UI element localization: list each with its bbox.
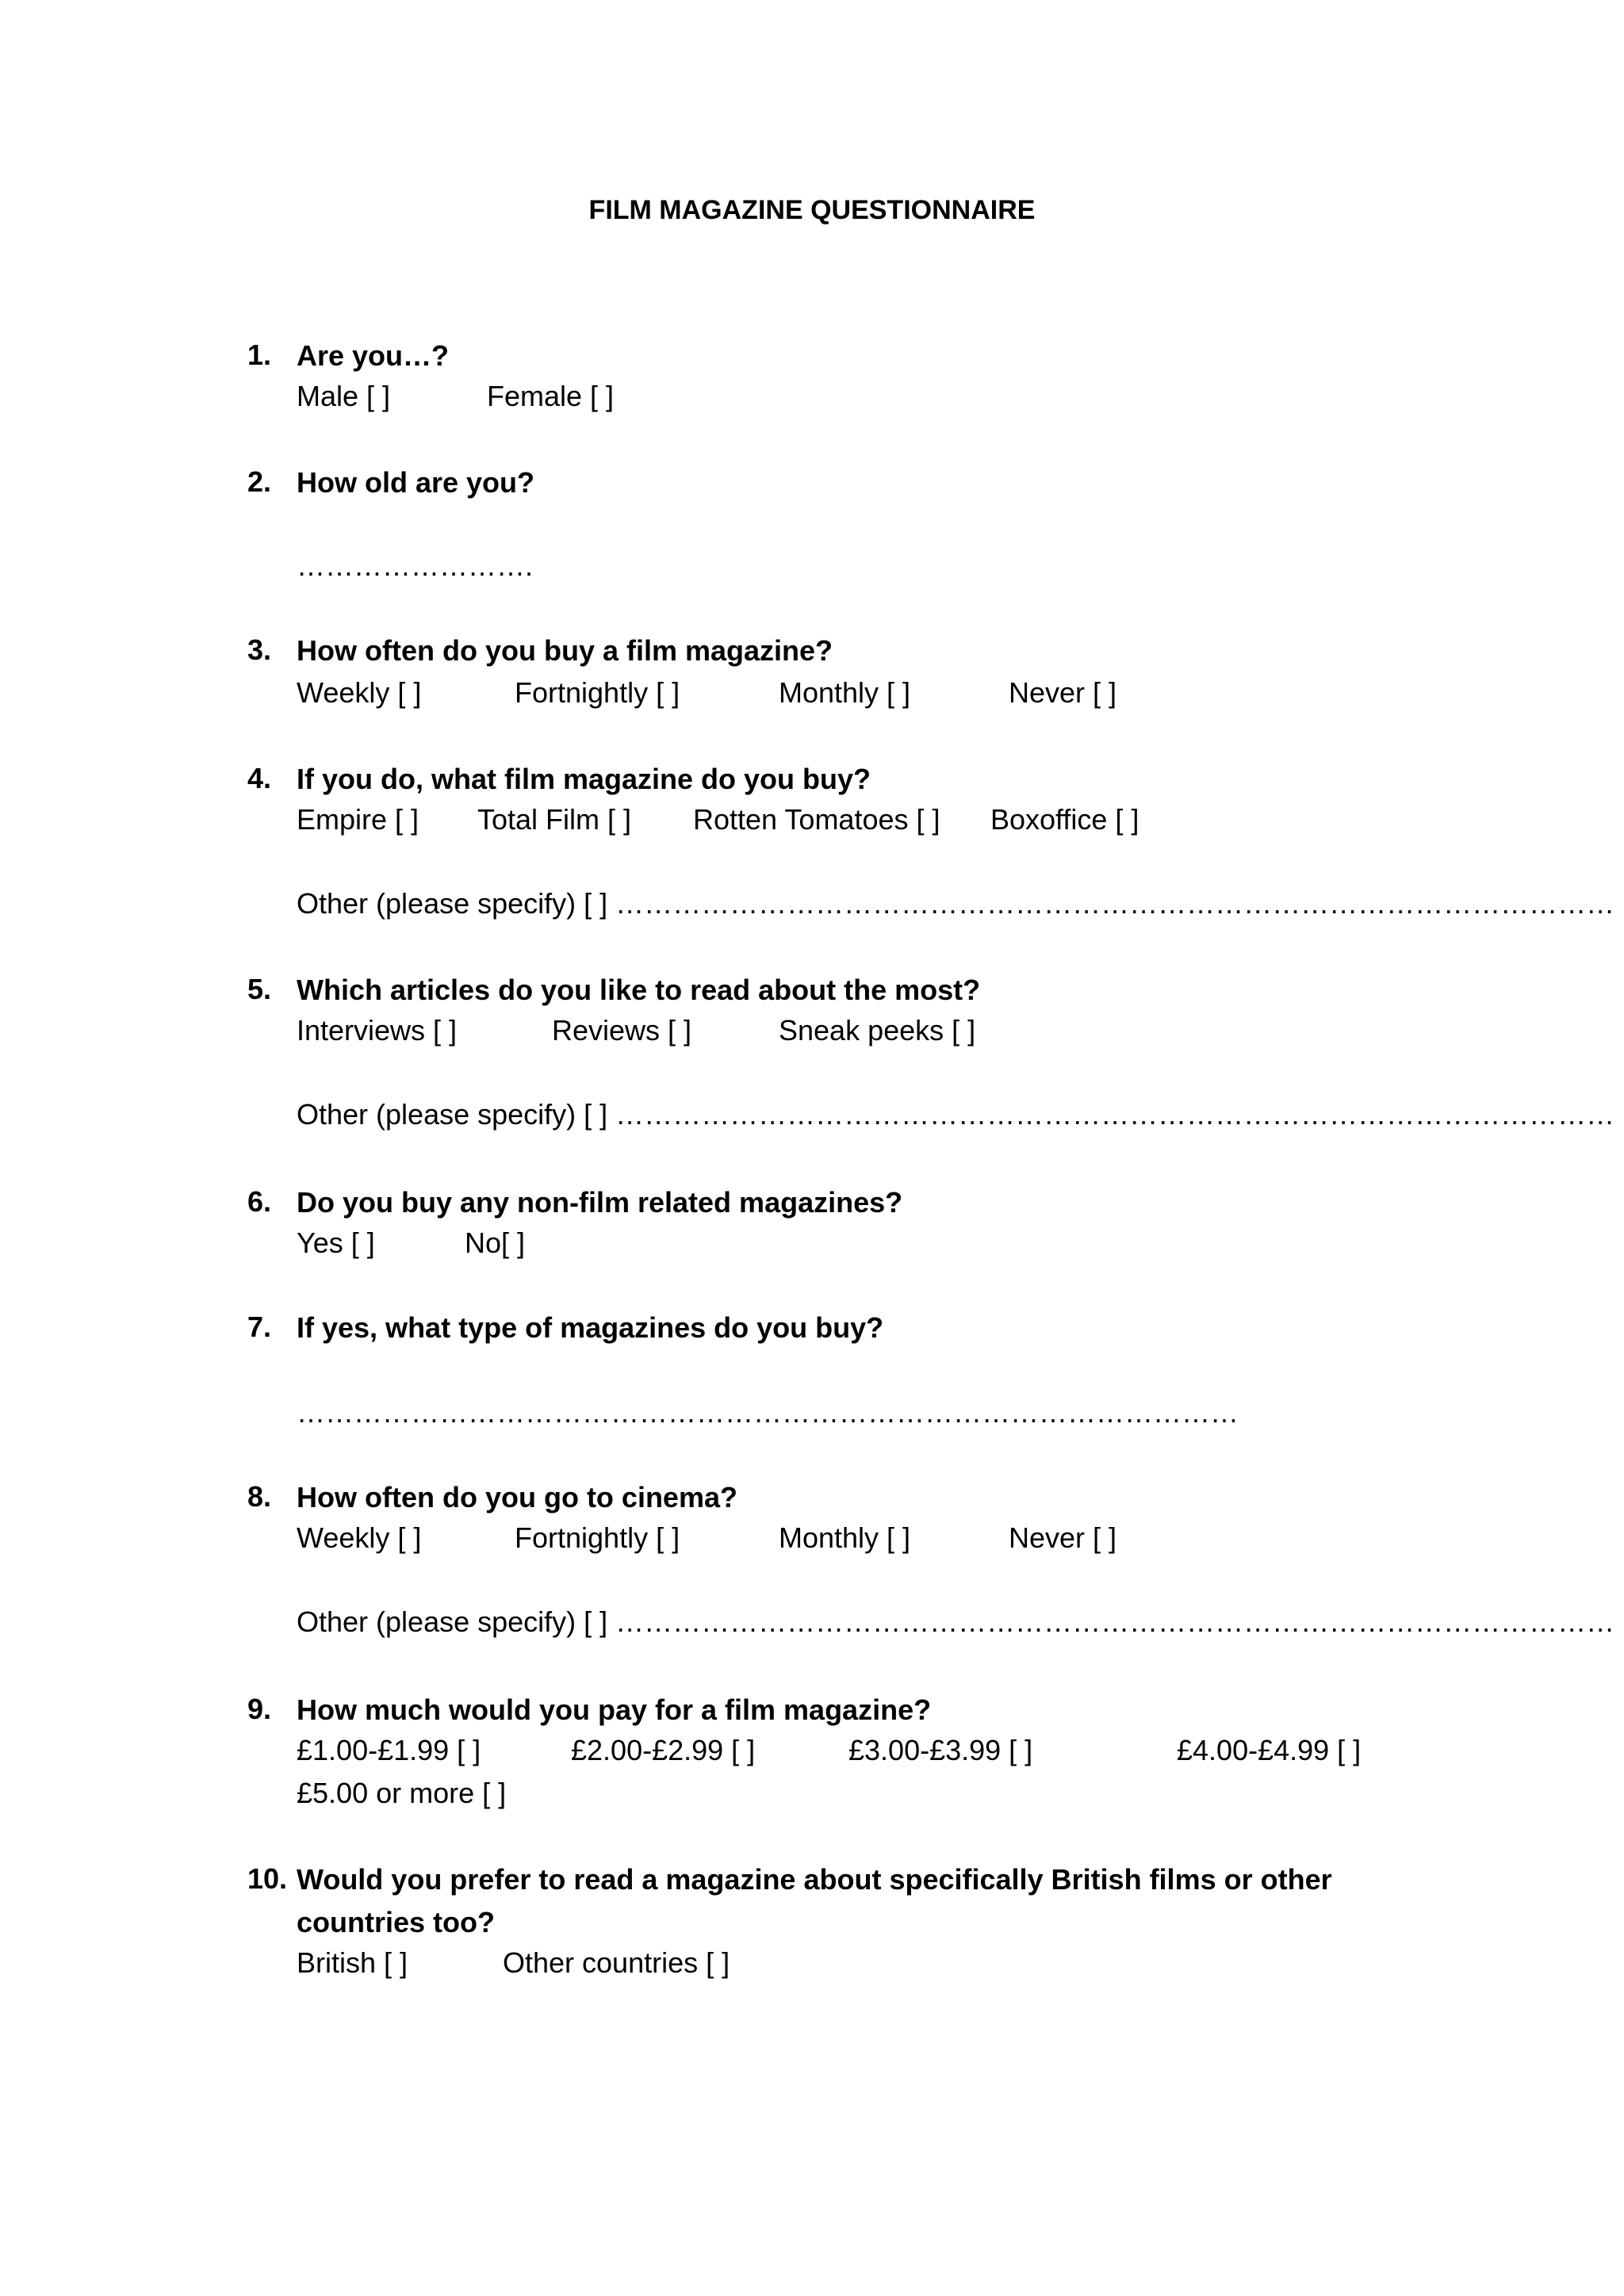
option-total-film[interactable]: Total Film [ ]: [477, 803, 632, 836]
option-empire[interactable]: Empire [ ]: [297, 803, 419, 836]
question-text: How much would you pay for a film magazine?: [297, 1693, 932, 1726]
question-number: 7.: [247, 1311, 272, 1343]
option-no[interactable]: No[ ]: [465, 1226, 526, 1259]
option-price-2[interactable]: £2.00-£2.99 [ ]: [571, 1734, 756, 1766]
question-number: 4.: [247, 762, 272, 794]
option-reviews[interactable]: Reviews [ ]: [552, 1014, 692, 1047]
question-text: Would you prefer to read a magazine about specifically British films or other countries too?: [297, 1863, 1332, 1938]
option-boxoffice[interactable]: Boxoffice [ ]: [990, 803, 1139, 836]
option-monthly[interactable]: Monthly [ ]: [779, 1521, 911, 1554]
question-number: 2.: [247, 465, 272, 498]
question-text: If you do, what film magazine do you buy?: [297, 763, 871, 795]
option-weekly[interactable]: Weekly [ ]: [297, 1521, 422, 1554]
option-never[interactable]: Never [ ]: [1009, 1521, 1117, 1554]
question-text: Are you…?: [297, 339, 450, 372]
option-price-5[interactable]: £5.00 or more [ ]: [297, 1777, 507, 1809]
option-female[interactable]: Female [ ]: [487, 380, 615, 412]
question-text: Do you buy any non-film related magazines?: [297, 1186, 903, 1219]
other-specify-line[interactable]: Other (please specify) [ ] ……………………………………………………………………………………………: [297, 887, 1615, 920]
option-male[interactable]: Male [ ]: [297, 380, 391, 412]
option-sneak-peeks[interactable]: Sneak peeks [ ]: [779, 1014, 976, 1047]
option-other-countries[interactable]: Other countries [ ]: [503, 1946, 730, 1979]
option-monthly[interactable]: Monthly [ ]: [779, 676, 911, 709]
question-number: 5.: [247, 973, 272, 1005]
other-specify-line[interactable]: Other (please specify) [ ] ……………………………………………………………………………………………: [297, 1098, 1615, 1131]
page-title: FILM MAGAZINE QUESTIONNAIRE: [588, 195, 1036, 225]
question-text: Which articles do you like to read about the most?: [297, 974, 981, 1006]
other-specify-line[interactable]: Other (please specify) [ ] ……………………………………………………………………………………………: [297, 1605, 1615, 1638]
question-number: 10.: [247, 1862, 288, 1895]
question-number: 3.: [247, 633, 272, 666]
option-rotten-tomatoes[interactable]: Rotten Tomatoes [ ]: [693, 803, 940, 836]
option-fortnightly[interactable]: Fortnightly [ ]: [515, 1521, 680, 1554]
option-never[interactable]: Never [ ]: [1009, 676, 1117, 709]
question-number: 6.: [247, 1185, 272, 1218]
question-text: If yes, what type of magazines do you buy?: [297, 1311, 884, 1344]
option-british[interactable]: British [ ]: [297, 1946, 408, 1979]
option-price-3[interactable]: £3.00-£3.99 [ ]: [848, 1734, 1033, 1766]
option-price-1[interactable]: £1.00-£1.99 [ ]: [297, 1734, 481, 1766]
question-text: How old are you?: [297, 466, 535, 499]
option-fortnightly[interactable]: Fortnightly [ ]: [515, 676, 680, 709]
option-price-4[interactable]: £4.00-£4.99 [ ]: [1177, 1734, 1362, 1766]
option-weekly[interactable]: Weekly [ ]: [297, 676, 422, 709]
age-answer-line[interactable]: …………………….: [297, 549, 534, 582]
magazine-type-answer-line[interactable]: ………………………………………………………………………………………: [297, 1396, 1239, 1429]
question-number: 1.: [247, 339, 272, 371]
option-yes[interactable]: Yes [ ]: [297, 1226, 375, 1259]
question-text: How often do you buy a film magazine?: [297, 634, 833, 667]
question-number: 8.: [247, 1480, 272, 1513]
question-text: How often do you go to cinema?: [297, 1481, 737, 1513]
question-number: 9.: [247, 1693, 272, 1725]
option-interviews[interactable]: Interviews [ ]: [297, 1014, 458, 1047]
